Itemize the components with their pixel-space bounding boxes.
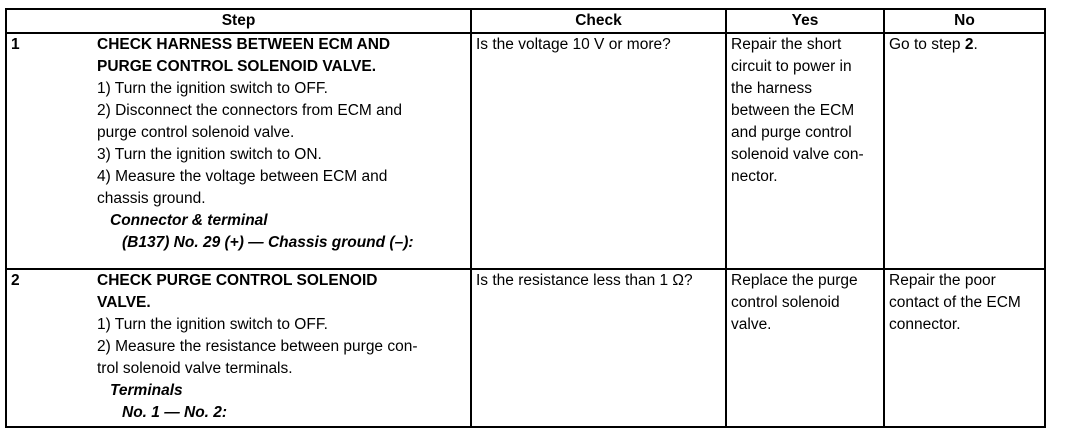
header-step: Step [6, 9, 471, 33]
yes-line: nector. [731, 168, 778, 185]
yes-line: and purge control [731, 124, 852, 141]
step-line: 1) Turn the ignition switch to OFF. [97, 80, 328, 97]
yes-line: the harness [731, 80, 812, 97]
step-cell [6, 33, 471, 269]
connector-label: Connector & terminal [110, 212, 268, 229]
yes-line: circuit to power in [731, 58, 852, 75]
go-to-step-link: 2 [964, 36, 974, 53]
no-cell [884, 33, 1045, 269]
step-title: VALVE. [97, 294, 151, 311]
header-yes: Yes [726, 9, 884, 33]
yes-line: control solenoid [731, 294, 840, 311]
step-cell [6, 269, 471, 427]
step-line: 2) Disconnect the connectors from ECM and [97, 102, 402, 119]
yes-cell [726, 269, 884, 427]
check-cell: Is the voltage 10 V or more? [471, 33, 726, 269]
yes-line: Replace the purge [731, 272, 858, 289]
table-row [6, 269, 1045, 427]
header-check: Check [471, 9, 726, 33]
no-cell [884, 269, 1045, 427]
yes-line: solenoid valve con- [731, 146, 864, 163]
step-line: trol solenoid valve terminals. [97, 360, 293, 377]
diagnostic-table [5, 8, 1046, 428]
no-line: Repair the poor [889, 272, 996, 289]
terminals-label: Terminals [110, 382, 183, 399]
step-title: CHECK PURGE CONTROL SOLENOID [97, 272, 378, 289]
step-line: purge control solenoid valve. [97, 124, 295, 141]
step-line: chassis ground. [97, 190, 206, 207]
yes-line: between the ECM [731, 102, 855, 119]
yes-line: valve. [731, 316, 772, 333]
table-row [6, 33, 1045, 269]
no-text: Go to step [889, 36, 965, 53]
connector-value: (B137) No. 29 (+) — Chassis ground (–): [122, 234, 414, 251]
step-title: PURGE CONTROL SOLENOID VALVE. [97, 58, 377, 75]
no-line: connector. [889, 316, 961, 333]
no-text-suffix: . [973, 36, 978, 53]
step-line: 2) Measure the resistance between purge con- [97, 338, 418, 355]
step-line: 3) Turn the ignition switch to ON. [97, 146, 322, 163]
step-line: 4) Measure the voltage between ECM and [97, 168, 388, 185]
check-cell: Is the resistance less than 1 Ω? [471, 269, 726, 427]
header-no: No [884, 9, 1045, 33]
step-number: 2 [11, 272, 20, 289]
yes-cell [726, 33, 884, 269]
step-title: CHECK HARNESS BETWEEN ECM AND [97, 36, 391, 53]
terminals-value: No. 1 — No. 2: [122, 404, 228, 421]
header-row [6, 9, 1045, 33]
step-number: 1 [11, 36, 20, 53]
step-line: 1) Turn the ignition switch to OFF. [97, 316, 328, 333]
yes-line: Repair the short [731, 36, 842, 53]
no-line: contact of the ECM [889, 294, 1021, 311]
